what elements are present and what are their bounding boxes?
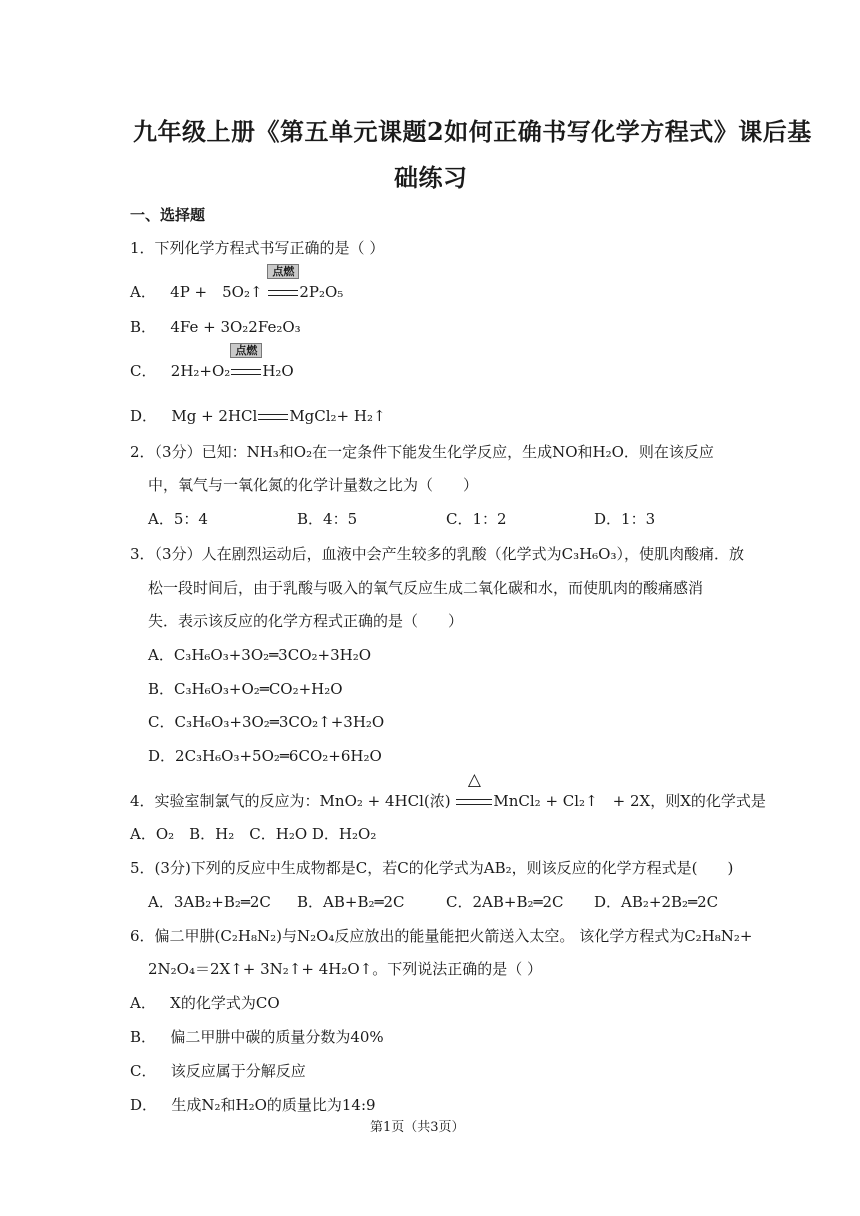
- q1-option-d-lhs: Mg + 2HCl: [171, 407, 258, 425]
- q4-stem-lhs: 4．实验室制氯气的反应为：MnO₂ + 4HCl(浓): [130, 792, 451, 810]
- q1-stem: 1．下列化学方程式书写正确的是（ ）: [130, 239, 385, 257]
- q1-option-a-rhs: 2P₂O₅: [299, 283, 344, 301]
- equals-bar: [268, 290, 298, 296]
- q5-stem: 5．(3分)下列的反应中生成物都是C，若C的化学式为AB₂，则该反应的化学方程式是( ): [130, 859, 734, 877]
- q1-option-d-rhs: MgCl₂+ H₂↑: [289, 407, 386, 425]
- q1-option-c-rhs: H₂O: [262, 362, 294, 380]
- equals-bar: [456, 799, 492, 805]
- q3-option-c: C．C₃H₆O₃+3O₂═3CO₂↑+3H₂O: [148, 713, 385, 731]
- q5-option-a: A．3AB₂+B₂═2C: [148, 893, 271, 911]
- q1-option-c: [130, 344, 294, 381]
- q4-condition: [455, 770, 493, 810]
- q6-option-d-label: D．: [130, 1096, 158, 1114]
- page-footer: 第1页（共3页）: [370, 1120, 465, 1135]
- q1-option-a-condition: [267, 265, 299, 301]
- q5-option-c: C．2AB+B₂═2C: [446, 893, 564, 911]
- equals-bar: [258, 414, 288, 420]
- q6-option-d-text: 生成N₂和H₂O的质量比为14:9: [171, 1096, 376, 1114]
- page-title-line1: 九年级上册《第五单元课题2如何正确书写化学方程式》课后基: [133, 117, 812, 146]
- q1-option-d-label: D．: [130, 407, 158, 425]
- q2-option-b: B．4：5: [297, 510, 358, 528]
- q2-stem-line2: 中，氧气与一氧化氮的化学计量数之比为（ ）: [148, 476, 479, 494]
- q1-option-a: [130, 265, 344, 302]
- q6-stem-line1: 6．偏二甲肼(C₂H₈N₂)与N₂O₄反应放出的能量能把火箭送入太空。 该化学方程式为C₂H₈N₂+: [130, 927, 753, 945]
- q2-option-a: A．5：4: [148, 510, 208, 528]
- condition-label: 点燃: [230, 343, 262, 358]
- page-title-line2: 础练习: [394, 163, 468, 192]
- q6-option-c-text: 该反应属于分解反应: [170, 1062, 306, 1080]
- q1-option-b: [130, 316, 301, 337]
- q4-stem-rhs: MnCl₂ + Cl₂↑ + 2X，则X的化学式是: [493, 792, 766, 810]
- q6-option-c-label: C．: [130, 1062, 157, 1080]
- q6-option-d: [130, 1094, 376, 1115]
- q3-option-d: D．2C₃H₆O₃+5O₂═6CO₂+6H₂O: [148, 747, 382, 765]
- q6-option-a-text: X的化学式为CO: [170, 994, 280, 1012]
- q2-option-d: D．1：3: [594, 510, 656, 528]
- q6-option-b: [130, 1026, 384, 1047]
- q1-option-a-lhs: 4P + 5O₂↑: [170, 283, 263, 301]
- q1-option-d: [130, 405, 386, 426]
- equals-bar: [231, 369, 261, 375]
- q6-option-c: [130, 1060, 306, 1081]
- q1-option-b-text: 4Fe + 3O₂2Fe₂O₃: [170, 318, 301, 336]
- q4-stem: [130, 770, 766, 811]
- q5-option-d: D．AB₂+2B₂═2C: [594, 893, 719, 911]
- q3-option-a: A．C₃H₆O₃+3O₂═3CO₂+3H₂O: [148, 646, 372, 664]
- q2-option-c: C．1：2: [446, 510, 507, 528]
- q1-option-a-label: A．: [130, 283, 156, 301]
- q6-stem-line2: 2N₂O₄＝2X↑+ 3N₂↑+ 4H₂O↑。下列说法正确的是（ ）: [148, 960, 542, 978]
- q3-stem-line2: 松一段时间后，由于乳酸与吸入的氧气反应生成二氧化碳和水，而使肌肉的酸痛感消: [148, 579, 704, 597]
- q3-stem-line3: 失．表示该反应的化学方程式正确的是（ ）: [148, 612, 464, 630]
- q5-option-b: B．AB+B₂═2C: [297, 893, 405, 911]
- q4-options: A．O₂ B．H₂ C．H₂O D．H₂O₂: [130, 825, 377, 843]
- q6-option-a: [130, 992, 280, 1013]
- q1-option-c-label: C．: [130, 362, 157, 380]
- q3-option-b: B．C₃H₆O₃+O₂═CO₂+H₂O: [148, 680, 343, 698]
- condition-label: 点燃: [267, 264, 299, 279]
- section-heading: 一、选择题: [130, 206, 206, 224]
- q1-option-c-condition: [230, 344, 262, 380]
- q2-stem-line1: 2．（3分）已知：NH₃和O₂在一定条件下能发生化学反应，生成NO和H₂O．则在该反应: [130, 443, 714, 461]
- q3-stem-line1: 3．（3分）人在剧烈运动后，血液中会产生较多的乳酸（化学式为C₃H₆O₃），使肌肉酸痛．放: [130, 545, 744, 563]
- q6-option-b-label: B．: [130, 1028, 157, 1046]
- q6-option-a-label: A．: [130, 994, 156, 1012]
- q1-option-b-label: B．: [130, 318, 157, 336]
- heat-triangle-icon: △: [467, 770, 481, 790]
- q1-option-c-lhs: 2H₂+O₂: [170, 362, 231, 380]
- q6-option-b-text: 偏二甲肼中碳的质量分数为40%: [170, 1028, 384, 1046]
